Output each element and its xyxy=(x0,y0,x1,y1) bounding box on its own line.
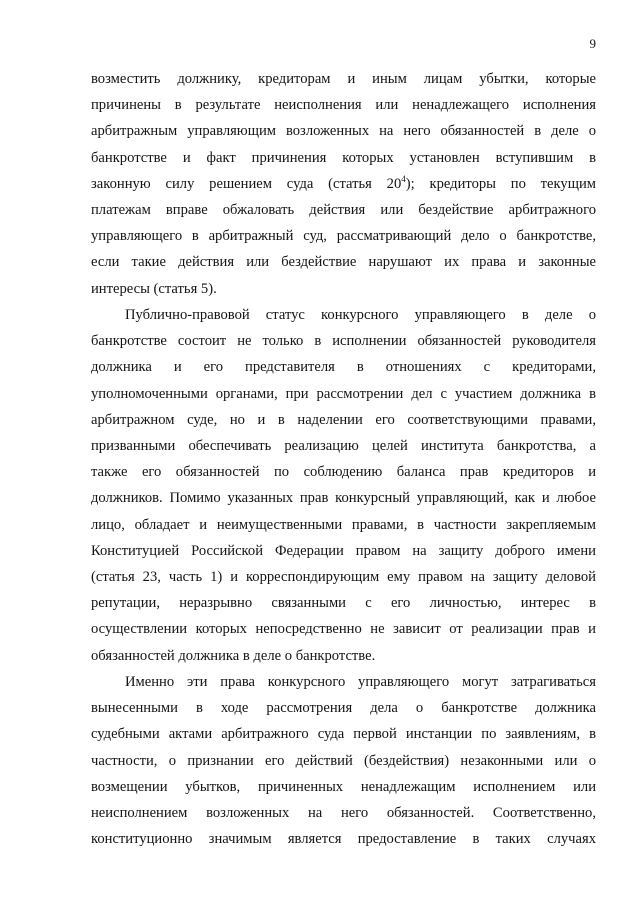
text-line: неисполнением возложенных на него обязанностей. Соответственно, xyxy=(91,805,596,822)
text-line: осуществлении которых непосредственно не зависит от реализации прав и xyxy=(91,621,596,638)
text-line: если такие действия или бездействие нарушают их права и законные xyxy=(91,254,596,271)
paragraph-1 xyxy=(91,66,596,302)
text-line: Публично-правовой статус конкурсного управляющего в деле о xyxy=(125,307,596,323)
text-line: арбитражным управляющим возложенных на него обязанностей в деле о xyxy=(91,123,596,140)
text-line: банкротстве и факт причинения которых установлен вступившим в xyxy=(91,149,596,166)
text-line: конституционно значимым является предоставление в таких случаях xyxy=(91,831,596,848)
text-line: лицо, обладает и неимущественными правами, в частности закрепляемым xyxy=(91,516,596,533)
text-fragment: законную силу решением суда (статья 20 xyxy=(91,175,402,192)
text-line: управляющего в арбитражный суд, рассматривающий дело о банкротстве, xyxy=(91,228,596,245)
text-line: призванными обеспечивать реализацию целей института банкротства, а xyxy=(91,438,596,455)
text-line: (статья 23, часть 1) и корреспондирующим ему правом на защиту деловой xyxy=(91,569,596,586)
page-number: 9 xyxy=(589,36,596,51)
text-fragment: ); кредиторы по текущим xyxy=(405,175,596,192)
text-line: должника и его представителя в отношениях с кредиторами, xyxy=(91,359,596,376)
text-line: платежам вправе обжаловать действия или бездействие арбитражного xyxy=(91,202,596,219)
text-line: арбитражном суде, но и в наделении его соответствующими правами, xyxy=(91,411,596,428)
text-line: судебными актами арбитражного суда первой инстанции по заявлениям, в xyxy=(91,726,596,743)
text-line: банкротстве состоит не только в исполнении обязанностей руководителя xyxy=(91,333,596,350)
text-line: возместить должнику, кредиторам и иным лицам убытки, которые xyxy=(91,71,596,87)
text-line: должников. Помимо указанных прав конкурсный управляющий, как и любое xyxy=(91,490,596,507)
text-line: Именно эти права конкурсного управляющего могут затрагиваться xyxy=(125,674,596,690)
text-line xyxy=(91,171,596,197)
paragraph-3 xyxy=(91,669,596,852)
paragraph-2 xyxy=(91,302,596,669)
text-line: частности, о признании его действий (бездействия) незаконными или о xyxy=(91,752,596,769)
text-line: уполномоченными органами, при рассмотрении дел с участием должника в xyxy=(91,385,596,402)
text-line: возмещении убытков, причиненных ненадлежащим исполнением или xyxy=(91,778,596,795)
text-line: также его обязанностей по соблюдению баланса прав кредиторов и xyxy=(91,464,596,481)
text-line: причинены в результате неисполнения или ненадлежащего исполнения xyxy=(91,97,596,114)
text-line: интересы (статья 5). xyxy=(91,280,217,297)
text-line: обязанностей должника в деле о банкротстве. xyxy=(91,647,376,664)
text-line: вынесенными в ходе рассмотрения дела о банкротстве должника xyxy=(91,700,596,717)
text-line: Конституцией Российской Федерации правом на защиту доброго имени xyxy=(91,542,596,559)
text-line: репутации, неразрывно связанными с его личностью, интерес в xyxy=(91,595,596,612)
footnote-superscript: 4 xyxy=(401,173,406,184)
